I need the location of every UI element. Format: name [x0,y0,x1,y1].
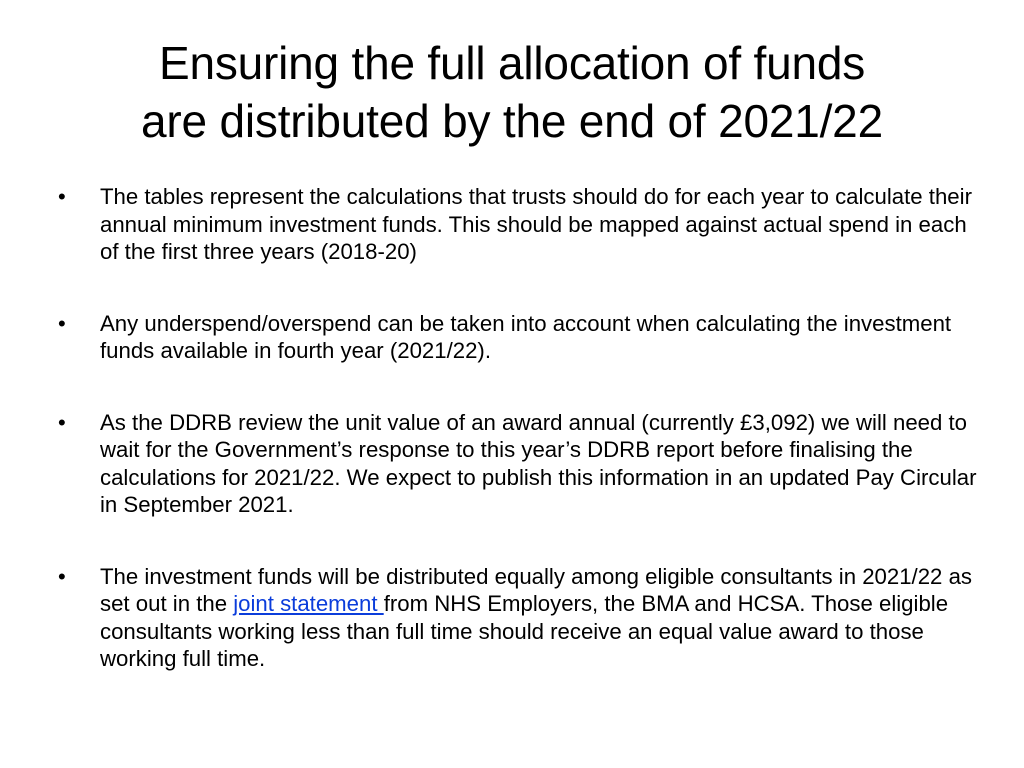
slide-title-line-2: are distributed by the end of 2021/22 [141,95,883,147]
bullet-marker: • [58,563,66,589]
bullet-marker: • [58,409,66,435]
bullet-text: Any underspend/overspend can be taken into account when calculating the investment funds available in fourth year (2021/22). [100,310,952,363]
bullet-text: As the DDRB review the unit value of an award annual (currently £3,092) we will need to wait for the Government’s response to this year’s DDRB report before finalising the calculations for 2021/22. We expect to publish this information in an updated Pay Circular in September 2021. [100,409,977,517]
bullet-item-distribution [58,563,978,673]
bullet-text: The tables represent the calculations that trusts should do for each year to calculate their annual minimum investment funds. This should be mapped against actual spend in each of the first three years (2018-20) [100,184,972,264]
slide-title-line-1: Ensuring the full allocation of funds [158,37,866,89]
bullet-item-underspend [58,310,978,365]
bullet-item-ddrb [58,409,978,519]
bullet-marker: • [58,184,66,209]
bullet-list [58,183,978,717]
bullet-marker: • [58,310,66,336]
bullet-text-after-link: from NHS Employers, the BMA and HCSA. Those eligible consultants working less than full time should receive an equal value award to those working full time. [100,591,949,671]
bullet-item-tables [58,183,978,266]
joint-statement-link[interactable]: joint statement [233,591,384,616]
slide-title [40,34,984,150]
bullet-text-before-link: The investment funds will be distributed equally among eligible consultants in 2021/22 as set out in the [100,563,972,616]
